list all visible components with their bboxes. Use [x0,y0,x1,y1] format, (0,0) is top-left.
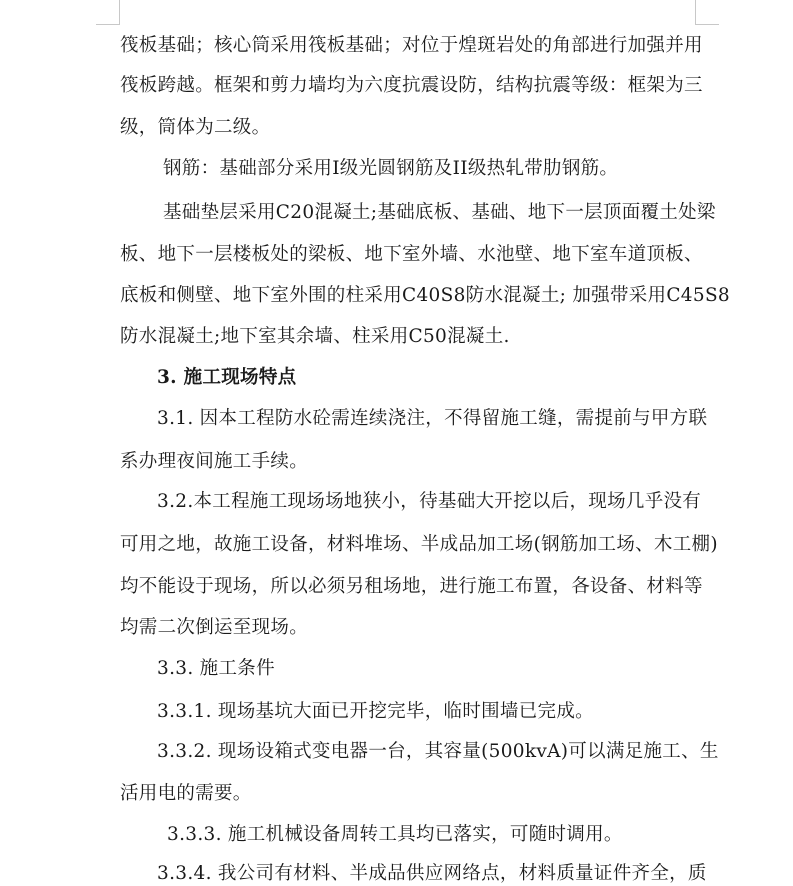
paragraph-line: 级，筒体为二级。 [120,117,271,138]
paragraph-line: 活用电的需要。 [120,783,252,804]
paragraph-line: 筏板基础；核心筒采用筏板基础；对位于煌斑岩处的角部进行加强并用 [120,35,703,56]
crop-mark-top-right-horizontal [695,24,719,25]
paragraph-line: 均需二次倒运至现场。 [120,617,309,638]
crop-mark-top-left [119,0,120,24]
paragraph-line-partial: 3.3.4. 我公司有材料、半成品供应网络点，材料质量证件齐全，质 [157,863,707,884]
paragraph-line: 防水混凝土;地下室其余墙、柱采用C50混凝土. [120,326,510,347]
paragraph-line: 系办理夜间施工手续。 [120,451,309,472]
crop-mark-top-right [695,0,696,24]
paragraph-line: 3.1. 因本工程防水砼需连续浇注，不得留施工缝，需提前与甲方联 [157,408,708,429]
paragraph-line: 基础垫层采用C20混凝土;基础底板、基础、地下一层顶面覆土处梁 [163,202,716,223]
paragraph-line: 3.3.3. 施工机械设备周转工具均已落实，可随时调用。 [167,824,623,845]
paragraph-line: 底板和侧壁、地下室外围的柱采用C40S8防水混凝土; 加强带采用C45S8 [120,285,730,306]
section-heading: 3. 施工现场特点 [157,367,297,388]
paragraph-line: 筏板跨越。框架和剪力墙均为六度抗震设防，结构抗震等级：框架为三 [120,75,703,96]
paragraph-line: 3.3.2. 现场设箱式变电器一台，其容量(500kvA)可以满足施工、生 [157,741,719,762]
subsection-heading: 3.3. 施工条件 [157,658,275,679]
crop-mark-top-left-horizontal [96,24,120,25]
paragraph-line: 均不能设于现场，所以必须另租场地，进行施工布置，各设备、材料等 [120,576,703,597]
paragraph-line: 钢筋：基础部分采用I级光圆钢筋及II级热轧带肋钢筋。 [163,158,619,179]
paragraph-line: 板、地下一层楼板处的梁板、地下室外墙、水池壁、地下室车道顶板、 [120,244,703,265]
paragraph-line: 3.2.本工程施工现场场地狭小，待基础大开挖以后，现场几乎没有 [157,491,702,512]
paragraph-line: 可用之地，故施工设备，材料堆场、半成品加工场(钢筋加工场、木工棚) [120,534,718,555]
paragraph-line: 3.3.1. 现场基坑大面已开挖完毕，临时围墙已完成。 [157,701,594,722]
